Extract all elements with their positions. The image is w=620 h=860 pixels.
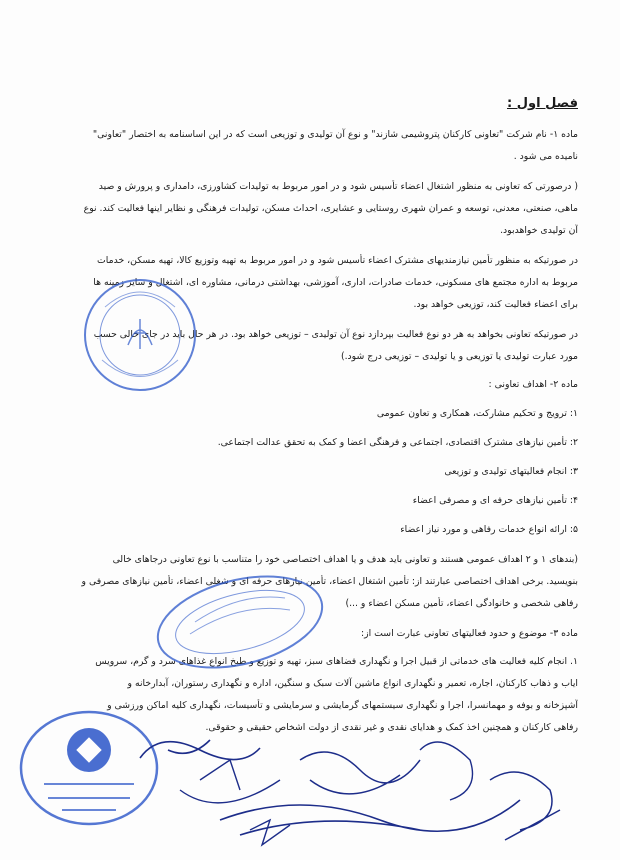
list-item: ۲: تأمین نیازهای مشترک اقتصادی، اجتماعی و فرهنگی اعضا و کمک به تحقق عدالت اجتماعی. <box>217 437 578 448</box>
text-line: ماهی، صنعتی، معدنی، توسعه و عمران شهری روستایی و عشایری، احداث مسکن، تولیدات فرهنگی و نظایر اینها فعالیت کند. نوع <box>83 203 578 214</box>
article-heading: ماده ۳- موضوع و حدود فعالیتهای تعاونی عبارت است از: <box>360 628 578 639</box>
text-line: در صورتیکه به منظور تأمین نیازمندیهای مشترک اعضاء تأسیس شود و در امور مربوط به تهیه وتوزیع کالا، تهیه مسکن، خدمات <box>97 255 578 266</box>
text-line: بنویسید. برخی اهداف اختصاصی عبارتند از: تأمین اشتغال اعضاء، تأمین نیازهای حرفه ای و شغلی اعضاء، تأمین نیازهای مصرفی و <box>81 576 578 587</box>
text-line: ( درصورتی که تعاونی به منظور اشتغال اعضاء تأسیس شود و در امور مربوط به تولیدات کشاورزی، دامداری و پرورش و صید <box>98 181 578 192</box>
text-line: مربوط به اداره مجتمع های مسکونی، خدمات صادرات، اداری، آموزشی، بهداشتی درمانی، مشاوره ای، اشتغال و سایر زمینه ها <box>93 277 578 288</box>
list-item: ۴: تأمین نیازهای حرفه ای و مصرفی اعضاء <box>412 495 578 506</box>
signatures <box>0 720 620 860</box>
text-line: رفاهی شخصی و خانوادگی اعضاء، تأمین مسکن اعضاء و ...) <box>345 598 578 609</box>
cooperative-seal-stamp <box>150 572 330 672</box>
list-item: ۱: ترویج و تحکیم مشارکت، همکاری و تعاون عمومی <box>376 408 578 419</box>
text-line: نامیده می شود . <box>513 151 578 162</box>
article-heading: ماده ۲- اهداف تعاونی : <box>488 379 578 390</box>
registration-seal-stamp <box>80 275 200 395</box>
text-line: آن تولیدی خواهدبود. <box>500 225 578 236</box>
list-item: ۱. انجام کلیه فعالیت های خدماتی از قبیل اجرا و نگهداری فضاهای سبز، تهیه و توزیع و طبخ انواع غذاهای سرد و گرم، سرویس <box>95 656 578 667</box>
chapter-heading: فصل اول : <box>507 96 578 111</box>
text-line: مورد عبارت تولیدی یا توزیعی و یا تولیدی – توزیعی درج شود.) <box>340 351 578 362</box>
text-line: ایاب و ذهاب کارکنان، اجاره، تعمیر و نگهداری انواع ماشین آلات سبک و سنگین، اداره و نگهداری رستوران، آبدارخانه و <box>127 678 578 689</box>
text-line: رفاهی کارکنان و همچنین اخذ کمک و هدایای نقدی و غیر نقدی از دولت اشخاص حقیقی و حقوقی. <box>205 722 578 733</box>
text-line: ماده ۱- نام شرکت "تعاونی کارکنان پتروشیمی شازند" و نوع آن تولیدی و توزیعی است که در این اساسنامه به اختصار "تعاونی" <box>92 129 578 140</box>
list-item: ۳: انجام فعالیتهای تولیدی و توزیعی <box>444 466 578 477</box>
list-item: ۵: ارائه انواع خدمات رفاهی و مورد نیاز اعضاء <box>400 524 578 535</box>
text-line: (بندهای ۱ و ۲ اهداف عمومی هستند و تعاونی باید هدف و یا اهداف اختصاصی خود را متناسب با نوع تعاونی درجاهای خالی <box>112 554 578 565</box>
text-line: در صورتیکه تعاونی بخواهد به هر دو نوع فعالیت بپردازد نوع آن تولیدی – توزیعی خواهد بود. در هر حال باید در جای خالی حسب <box>93 329 578 340</box>
text-line: برای اعضاء فعالیت کند، توزیعی خواهد بود. <box>413 299 578 310</box>
text-line: آشپزخانه و بوفه و مهمانسرا، اجرا و نگهداری سیستمهای گرمایشی و سرمایشی و تأسیسات، نگهداری کلیه اماکن ورزشی و <box>107 700 578 711</box>
